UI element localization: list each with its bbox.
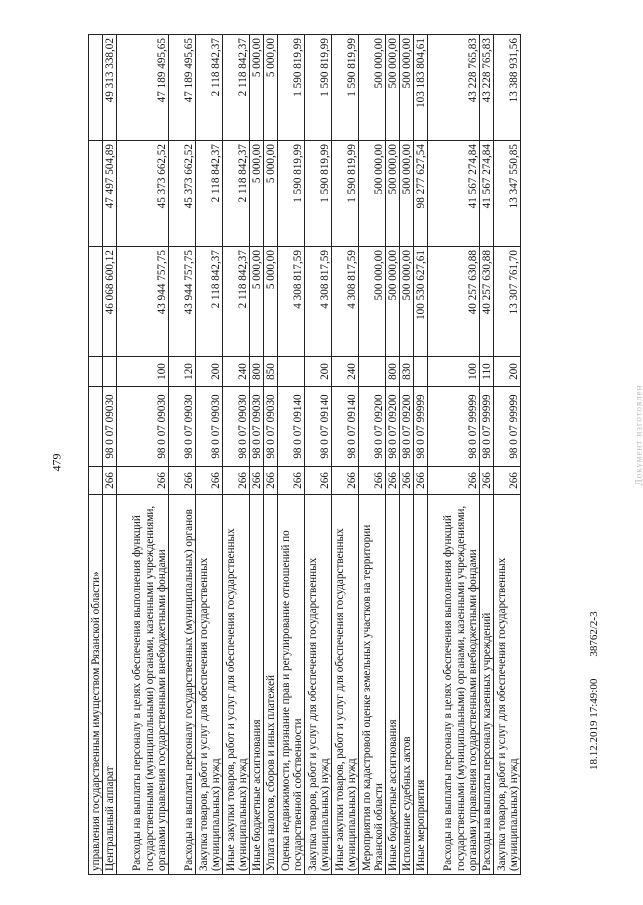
row-ved-cell: 266	[414, 467, 428, 495]
row-value-2020-cell: 5 000,00	[264, 247, 278, 357]
row-vr-cell: 200	[305, 357, 332, 387]
row-value-2021-cell: 13 347 550,85	[494, 141, 521, 247]
row-value-2022-cell: 49 313 338,02	[103, 35, 117, 141]
row-value-2021-cell: 1 590 819,99	[305, 141, 332, 247]
row-ved-cell: 266	[117, 467, 169, 495]
table-row	[196, 35, 223, 875]
row-value-2022-cell: 500 000,00	[386, 35, 400, 141]
row-value-2022-cell: 5 000,00	[264, 35, 278, 141]
row-name-cell: Исполнение судебных актов	[400, 495, 414, 875]
stamp-text: Документ изготовлен	[633, 384, 643, 486]
row-vr-cell	[278, 357, 305, 387]
row-csr-cell: 98 0 07 09030	[117, 387, 169, 467]
table-row	[278, 35, 305, 875]
row-value-2021-cell: 41 567 274,84	[480, 141, 494, 247]
row-name-cell: Уплата налогов, сборов и иных платежей	[264, 495, 278, 875]
row-value-2021-cell: 45 373 662,52	[117, 141, 169, 247]
row-value-2021-cell: 1 590 819,99	[278, 141, 305, 247]
row-vr-cell: 110	[480, 357, 494, 387]
row-value-2020-cell: 100 530 627,61	[414, 247, 428, 357]
row-ved-cell	[89, 467, 103, 495]
budget-table-container	[88, 35, 521, 875]
row-ved-cell: 266	[494, 467, 521, 495]
row-value-2021-cell: 47 497 504,89	[103, 141, 117, 247]
table-row	[480, 35, 494, 875]
row-value-2020-cell: 2 118 842,37	[223, 247, 250, 357]
row-value-2021-cell: 2 118 842,37	[223, 141, 250, 247]
row-ved-cell: 266	[305, 467, 332, 495]
row-name-cell: Расходы на выплаты персоналу в целях обеспечения выполнения функций государственными (муниципальными) органами, казенными учреждениями, органами управления государственными внебюджетными фондами	[428, 495, 480, 875]
row-csr-cell: 98 0 07 99999	[428, 387, 480, 467]
row-ved-cell: 266	[386, 467, 400, 495]
row-csr-cell: 98 0 07 99999	[494, 387, 521, 467]
row-vr-cell: 120	[169, 357, 196, 387]
row-value-2020-cell: 40 257 630,88	[428, 247, 480, 357]
row-vr-cell: 240	[223, 357, 250, 387]
row-value-2020-cell: 4 308 817,59	[305, 247, 332, 357]
page-number: 479	[49, 453, 64, 472]
row-name-cell: управления государственным имуществом Рязанской области»	[89, 495, 103, 875]
row-value-2022-cell: 500 000,00	[400, 35, 414, 141]
row-vr-cell: 850	[264, 357, 278, 387]
row-name-cell: Расходы на выплаты персоналу казенных учреждений	[480, 495, 494, 875]
row-value-2021-cell: 500 000,00	[400, 141, 414, 247]
row-ved-cell: 266	[196, 467, 223, 495]
row-name-cell: Мероприятия по кадастровой оценке земельных участков на территории Рязанской области	[359, 495, 386, 875]
row-value-2020-cell: 4 308 817,59	[332, 247, 359, 357]
row-csr-cell: 98 0 07 09030	[223, 387, 250, 467]
row-value-2022-cell	[89, 35, 103, 141]
row-name-cell: Иные мероприятия	[414, 495, 428, 875]
table-row	[169, 35, 196, 875]
row-csr-cell: 98 0 07 09200	[400, 387, 414, 467]
row-vr-cell: 800	[386, 357, 400, 387]
row-vr-cell: 240	[332, 357, 359, 387]
row-name-cell: Расходы на выплаты персоналу государственных (муниципальных) органов	[169, 495, 196, 875]
row-name-cell: Оценка недвижимости, признание прав и регулирование отношений по государственной собственности	[278, 495, 305, 875]
table-row	[250, 35, 264, 875]
table-row	[117, 35, 169, 875]
row-csr-cell: 98 0 07 09030	[264, 387, 278, 467]
row-name-cell: Закупка товаров, работ и услуг для обеспечения государственных (муниципальных) нужд	[196, 495, 223, 875]
table-row	[103, 35, 117, 875]
row-name-cell: Расходы на выплаты персоналу в целях обеспечения выполнения функций государственными (муниципальными) органами, казенными учреждениями, органами управления государственными внебюджетными фондами	[117, 495, 169, 875]
row-vr-cell	[414, 357, 428, 387]
row-ved-cell: 266	[223, 467, 250, 495]
footer	[588, 611, 600, 770]
row-name-cell: Иные закупки товаров, работ и услуг для обеспечения государственных (муниципальных) нужд	[223, 495, 250, 875]
row-csr-cell: 98 0 07 09200	[386, 387, 400, 467]
row-value-2020-cell: 43 944 757,75	[117, 247, 169, 357]
row-value-2022-cell: 500 000,00	[359, 35, 386, 141]
row-value-2020-cell: 500 000,00	[386, 247, 400, 357]
row-value-2022-cell: 1 590 819,99	[332, 35, 359, 141]
row-vr-cell	[89, 357, 103, 387]
row-csr-cell: 98 0 07 09030	[103, 387, 117, 467]
row-value-2020-cell: 500 000,00	[359, 247, 386, 357]
row-csr-cell: 98 0 07 09140	[332, 387, 359, 467]
row-vr-cell: 800	[250, 357, 264, 387]
table-row	[264, 35, 278, 875]
row-csr-cell: 98 0 07 09030	[250, 387, 264, 467]
row-csr-cell: 98 0 07 09030	[196, 387, 223, 467]
table-row	[428, 35, 480, 875]
row-csr-cell: 98 0 07 09140	[305, 387, 332, 467]
row-ved-cell: 266	[480, 467, 494, 495]
row-value-2020-cell: 43 944 757,75	[169, 247, 196, 357]
row-ved-cell: 266	[103, 467, 117, 495]
row-value-2022-cell: 103 183 804,61	[414, 35, 428, 141]
row-value-2021-cell: 41 567 274,84	[428, 141, 480, 247]
table-row	[305, 35, 332, 875]
row-value-2021-cell: 2 118 842,37	[196, 141, 223, 247]
row-vr-cell: 200	[196, 357, 223, 387]
row-value-2020-cell: 5 000,00	[250, 247, 264, 357]
row-ved-cell: 266	[332, 467, 359, 495]
row-value-2020-cell: 500 000,00	[400, 247, 414, 357]
row-csr-cell: 98 0 07 09140	[278, 387, 305, 467]
table-row	[400, 35, 414, 875]
budget-table	[88, 34, 521, 875]
row-value-2022-cell: 43 228 765,83	[480, 35, 494, 141]
row-ved-cell: 266	[428, 467, 480, 495]
row-vr-cell: 200	[494, 357, 521, 387]
row-name-cell: Иные бюджетные ассигнования	[386, 495, 400, 875]
row-value-2020-cell: 4 308 817,59	[278, 247, 305, 357]
row-value-2022-cell: 47 189 495,65	[117, 35, 169, 141]
row-value-2020-cell: 13 307 761,70	[494, 247, 521, 357]
row-value-2020-cell: 2 118 842,37	[196, 247, 223, 357]
row-name-cell: Иные закупки товаров, работ и услуг для обеспечения государственных (муниципальных) нужд	[332, 495, 359, 875]
row-vr-cell: 100	[117, 357, 169, 387]
row-value-2020-cell: 40 257 630,88	[480, 247, 494, 357]
row-vr-cell	[103, 357, 117, 387]
table-row	[89, 35, 103, 875]
row-value-2021-cell: 5 000,00	[264, 141, 278, 247]
row-value-2021-cell: 45 373 662,52	[169, 141, 196, 247]
table-body	[89, 35, 521, 875]
row-ved-cell: 266	[278, 467, 305, 495]
row-name-cell: Закупка товаров, работ и услуг для обеспечения государственных (муниципальных) нужд	[305, 495, 332, 875]
table-row	[359, 35, 386, 875]
row-ved-cell: 266	[264, 467, 278, 495]
footer-datetime: 18.12.2019 17:49:00	[588, 678, 600, 770]
row-value-2022-cell: 43 228 765,83	[428, 35, 480, 141]
row-ved-cell: 266	[400, 467, 414, 495]
table-row	[414, 35, 428, 875]
row-csr-cell: 98 0 07 99999	[480, 387, 494, 467]
row-value-2022-cell: 47 189 495,65	[169, 35, 196, 141]
table-row	[494, 35, 521, 875]
row-value-2022-cell: 2 118 842,37	[196, 35, 223, 141]
row-value-2022-cell: 2 118 842,37	[223, 35, 250, 141]
row-csr-cell: 98 0 07 09030	[169, 387, 196, 467]
table-row	[386, 35, 400, 875]
row-value-2022-cell: 1 590 819,99	[278, 35, 305, 141]
row-value-2021-cell: 500 000,00	[359, 141, 386, 247]
row-value-2021-cell: 5 000,00	[250, 141, 264, 247]
row-value-2021-cell: 1 590 819,99	[332, 141, 359, 247]
row-vr-cell	[359, 357, 386, 387]
row-name-cell: Иные бюджетные ассигнования	[250, 495, 264, 875]
row-csr-cell: 98 0 07 99999	[414, 387, 428, 467]
row-vr-cell: 830	[400, 357, 414, 387]
row-vr-cell: 100	[428, 357, 480, 387]
row-value-2020-cell	[89, 247, 103, 357]
row-ved-cell: 266	[169, 467, 196, 495]
table-row	[223, 35, 250, 875]
table-row	[332, 35, 359, 875]
row-name-cell: Закупка товаров, работ и услуг для обеспечения государственных (муниципальных) нужд	[494, 495, 521, 875]
row-ved-cell: 266	[359, 467, 386, 495]
row-value-2021-cell: 98 277 627,54	[414, 141, 428, 247]
row-value-2022-cell: 5 000,00	[250, 35, 264, 141]
row-value-2022-cell: 1 590 819,99	[305, 35, 332, 141]
footer-doc-id: 38762/2-3	[588, 611, 600, 657]
row-value-2021-cell: 500 000,00	[386, 141, 400, 247]
row-ved-cell: 266	[250, 467, 264, 495]
row-csr-cell: 98 0 07 09200	[359, 387, 386, 467]
row-csr-cell	[89, 387, 103, 467]
row-name-cell: Центральный аппарат	[103, 495, 117, 875]
row-value-2020-cell: 46 068 600,12	[103, 247, 117, 357]
row-value-2021-cell	[89, 141, 103, 247]
row-value-2022-cell: 13 388 931,56	[494, 35, 521, 141]
